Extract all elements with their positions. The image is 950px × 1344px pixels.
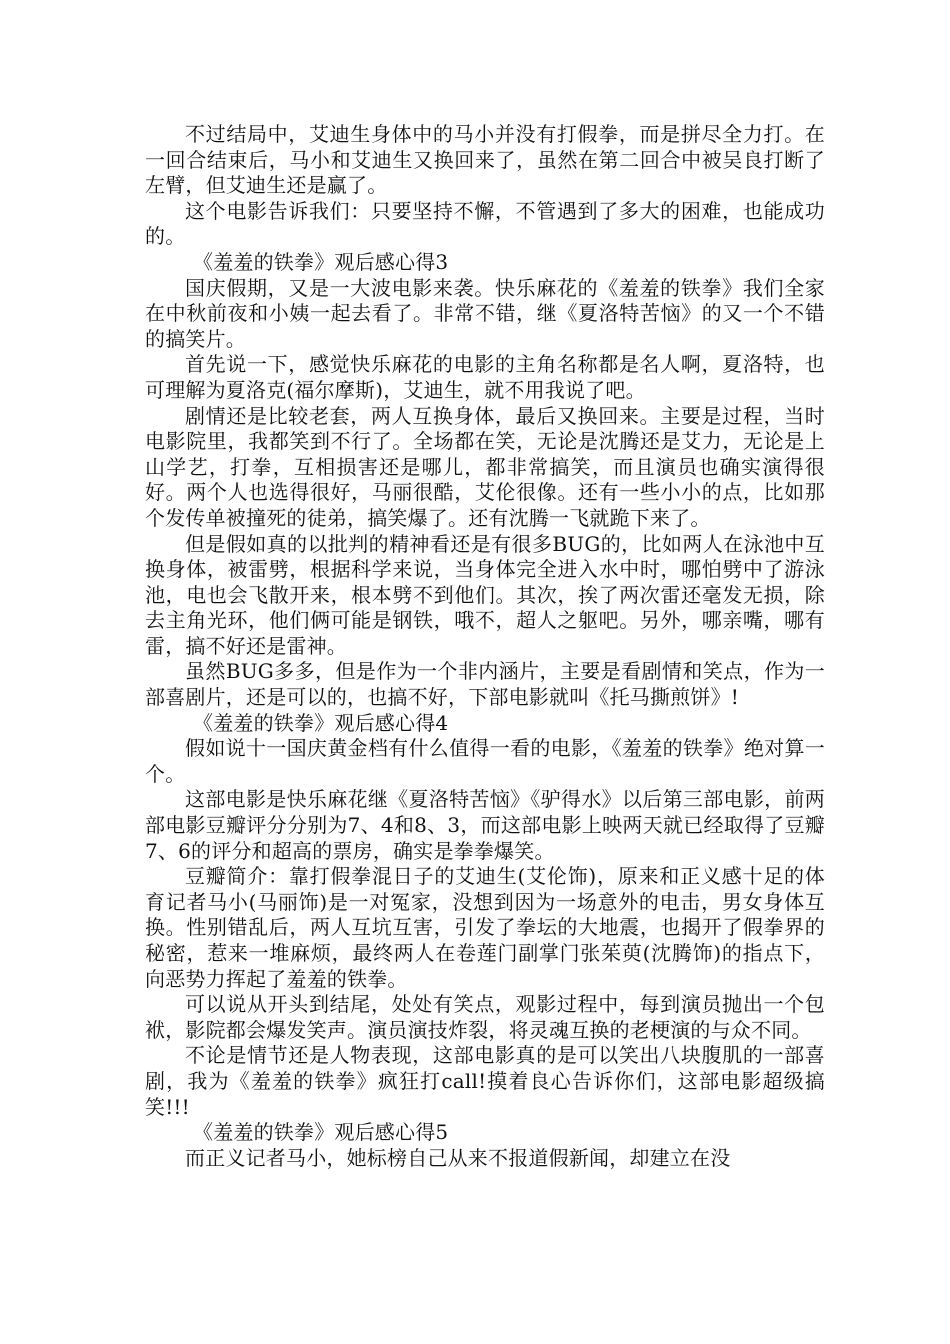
paragraph: 剧情还是比较老套，两人互换身体，最后又换回来。主要是过程，当时电影院里，我都笑到不行了。全场都在笑，无论是沈腾还是艾力，无论是上山学艺，打拳，互相损害还是哪儿，都非常搞笑，而且演员也确实演得很好。两个人也选得很好，马丽很酷，艾伦很像。还有一些小小的点，比如那个发传单被撞死的徒弟，搞笑爆了。还有沈腾一飞就跪下来了。 <box>145 403 825 530</box>
paragraph: 这个电影告诉我们：只要坚持不懈，不管遇到了多大的困难，也能成功的。 <box>145 198 825 249</box>
paragraph: 可以说从开头到结尾，处处有笑点，观影过程中，每到演员抛出一个包袱，影院都会爆发笑声。演员演技炸裂，将灵魂互换的老梗演的与众不同。 <box>145 992 825 1042</box>
paragraph: 这部电影是快乐麻花继《夏洛特苦恼》《驴得水》以后第三部电影，前两部电影豆瓣评分分别为7、4和8、3，而这部电影上映两天就已经取得了豆瓣7、6的评分和超高的票房，确实是拳拳爆笑。 <box>145 787 825 863</box>
paragraph: 假如说十一国庆黄金档有什么值得一看的电影，《羞羞的铁拳》绝对算一个。 <box>145 736 825 786</box>
paragraph: 但是假如真的以批判的精神看还是有很多BUG的，比如两人在泳池中互换身体，被雷劈，根据科学来说，当身体完全进入水中时，哪怕劈中了游泳池，电也会飞散开来，根本劈不到他们。其次，挨了两次雷还毫发无损，除去主角光环，他们俩可能是钢铁，哦不，超人之躯吧。另外，哪亲嘴，哪有雷，搞不好还是雷神。 <box>145 531 825 658</box>
paragraph: 豆瓣简介：靠打假拳混日子的艾迪生(艾伦饰)，原来和正义感十足的体育记者马小(马丽饰)是一对冤家，没想到因为一场意外的电击，男女身体互换。性别错乱后，两人互坑互害，引发了拳坛的大地震，也揭开了假拳界的秘密，惹来一堆麻烦，最终两人在卷莲门副掌门张茱萸(沈腾饰)的指点下，向恶势力挥起了羞羞的铁拳。 <box>145 864 825 991</box>
paragraph: 首先说一下，感觉快乐麻花的电影的主角名称都是名人啊，夏洛特，也可理解为夏洛克(福尔摩斯)，艾迪生，就不用我说了吧。 <box>145 352 825 402</box>
document-body <box>145 122 825 1171</box>
section-heading: 《羞羞的铁拳》观后感心得4 <box>193 710 449 735</box>
paragraph: 虽然BUG多多，但是作为一个非内涵片，主要是看剧情和笑点，作为一部喜剧片，还是可以的，也搞不好，下部电影就叫《托马撕煎饼》! <box>145 659 825 710</box>
section-heading: 《羞羞的铁拳》观后感心得3 <box>193 249 449 274</box>
paragraph: 不论是情节还是人物表现，这部电影真的是可以笑出八块腹肌的一部喜剧，我为《羞羞的铁拳》疯狂打call!摸着良心告诉你们，这部电影超级搞笑!!! <box>145 1043 825 1119</box>
paragraph: 而正义记者马小，她标榜自己从来不报道假新闻，却建立在没 <box>185 1145 731 1170</box>
section-heading: 《羞羞的铁拳》观后感心得5 <box>193 1120 449 1145</box>
paragraph: 不过结局中，艾迪生身体中的马小并没有打假拳，而是拼尽全力打。在一回合结束后，马小和艾迪生又换回来了，虽然在第二回合中被吴良打断了左臂，但艾迪生还是赢了。 <box>145 122 825 198</box>
paragraph: 国庆假期，又是一大波电影来袭。快乐麻花的《羞羞的铁拳》我们全家在中秋前夜和小姨一起去看了。非常不错，继《夏洛特苦恼》的又一个不错的搞笑片。 <box>145 275 825 351</box>
